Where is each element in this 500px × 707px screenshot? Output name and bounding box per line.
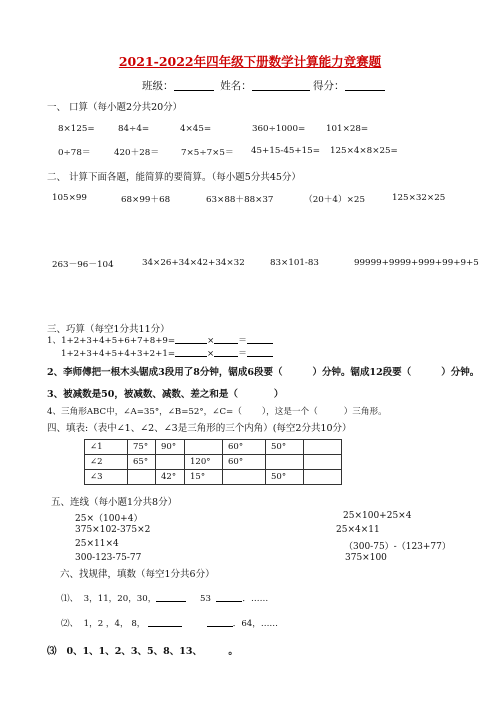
answer-blank[interactable] <box>247 347 273 357</box>
match-right-item[interactable]: 375×100 <box>345 553 387 563</box>
class-blank[interactable] <box>174 79 214 91</box>
calc-item: 125×32×25 <box>392 193 446 203</box>
oral-item: 84÷4= <box>118 124 150 134</box>
match-left-item[interactable]: 25×（100+4） <box>75 514 143 524</box>
question-4: 4、三角形ABC中，∠A=35°，∠B=52°，∠C=（ ），这是一个（ ）三角形。 <box>47 407 387 417</box>
calc-item: 83×101-83 <box>270 258 319 268</box>
name-label: 姓名： <box>220 80 252 92</box>
match-left-item[interactable]: 300-123-75-77 <box>75 553 142 563</box>
answer-blank[interactable] <box>216 592 242 602</box>
score-blank[interactable] <box>345 79 385 91</box>
calc-item: 263－96－104 <box>52 260 114 270</box>
oral-item: 0÷78＝ <box>58 148 91 158</box>
match-left-item[interactable]: 25×11×4 <box>75 539 119 549</box>
pattern-2: ⑵、 1，2 ，4， 8， ．64，…… <box>61 619 279 629</box>
oral-item: 8×125= <box>58 124 95 134</box>
calc-item: 63×88＋88×37 <box>206 195 274 205</box>
match-right-item[interactable]: 25×4×11 <box>336 525 380 535</box>
section-4-heading: 四、填表:（表中∠1、∠2、∠3是三角形的三个内角）(每空2分共10分） <box>47 423 352 434</box>
table-row: ∠2 65° 120° 60° <box>85 455 342 470</box>
oral-item: 4×45= <box>180 124 212 134</box>
section-2-heading: 二、 计算下面各题，能简算的要简算。（每小题5分共45分） <box>47 172 301 183</box>
section-1-heading: 一、 口算（每小题2分共20分） <box>47 102 183 113</box>
question-3: 3、被减数是50，被减数、减数、差之和是（ ） <box>47 389 284 400</box>
pattern-1: ⑴、 3，11，20，30， 53 ．…… <box>61 594 269 604</box>
answer-blank[interactable] <box>175 334 207 344</box>
student-info <box>142 78 385 93</box>
calc-item: 34×26+34×42+34×32 <box>142 258 245 268</box>
name-blank[interactable] <box>252 79 310 91</box>
trick-line-1: 1、1+2+3+4+5+6+7+8+9= × ＝ <box>47 334 273 346</box>
match-right-item[interactable]: 25×100+25×4 <box>343 511 412 521</box>
answer-blank[interactable] <box>247 334 273 344</box>
calc-item: （20＋4）×25 <box>304 195 365 205</box>
answer-blank[interactable] <box>207 617 233 627</box>
class-label: 班级： <box>142 80 174 92</box>
section-5-heading: 五、连线（每小题1分共8分） <box>51 497 178 508</box>
answer-blank[interactable] <box>156 592 186 602</box>
trick-line-2: 1+2+3+4+5+4+3+2+1= × ＝ <box>61 347 273 359</box>
calc-item: 105×99 <box>52 193 87 203</box>
pattern-3: ⑶ 0、1、1、2、3、5、8、13、 。 <box>47 646 238 657</box>
section-6-heading: 六、找规律，填数（每空1分共6分） <box>60 569 215 580</box>
page-title: 2021-2022年四年级下册数学计算能力竞赛题 <box>118 54 382 69</box>
answer-blank[interactable] <box>148 617 182 627</box>
answer-blank[interactable] <box>214 347 238 357</box>
oral-item: 125×4×8×25= <box>330 146 398 156</box>
answer-blank[interactable] <box>214 334 238 344</box>
section-3-heading: 三、巧算（每空1分共11分） <box>47 324 170 335</box>
oral-item: 45+15-45+15= <box>251 146 320 156</box>
oral-item: 7×5÷7×5＝ <box>181 148 234 158</box>
calc-item: 99999+9999+999+99+9+5 <box>354 258 479 268</box>
angle-table <box>84 439 342 485</box>
match-right-item[interactable]: （300-75）-（123+77） <box>344 542 451 552</box>
answer-blank[interactable] <box>175 347 207 357</box>
table-row: ∠3 42° 15° 50° <box>85 470 342 485</box>
calc-item: 68×99＋68 <box>121 195 171 205</box>
oral-item: 420＋28＝ <box>114 148 160 158</box>
score-label: 得分： <box>313 80 345 92</box>
table-row: ∠1 75° 90° 60° 50° <box>85 440 342 455</box>
oral-item: 360÷1000= <box>252 124 306 134</box>
match-left-item[interactable]: 375×102-375×2 <box>75 525 151 535</box>
question-2: 2、李师傅把一根木头锯成3段用了8分钟，锯成6段要（ ）分钟。锯成12段要（ ）分钟。 <box>47 367 480 378</box>
oral-item: 101×28= <box>326 124 369 134</box>
